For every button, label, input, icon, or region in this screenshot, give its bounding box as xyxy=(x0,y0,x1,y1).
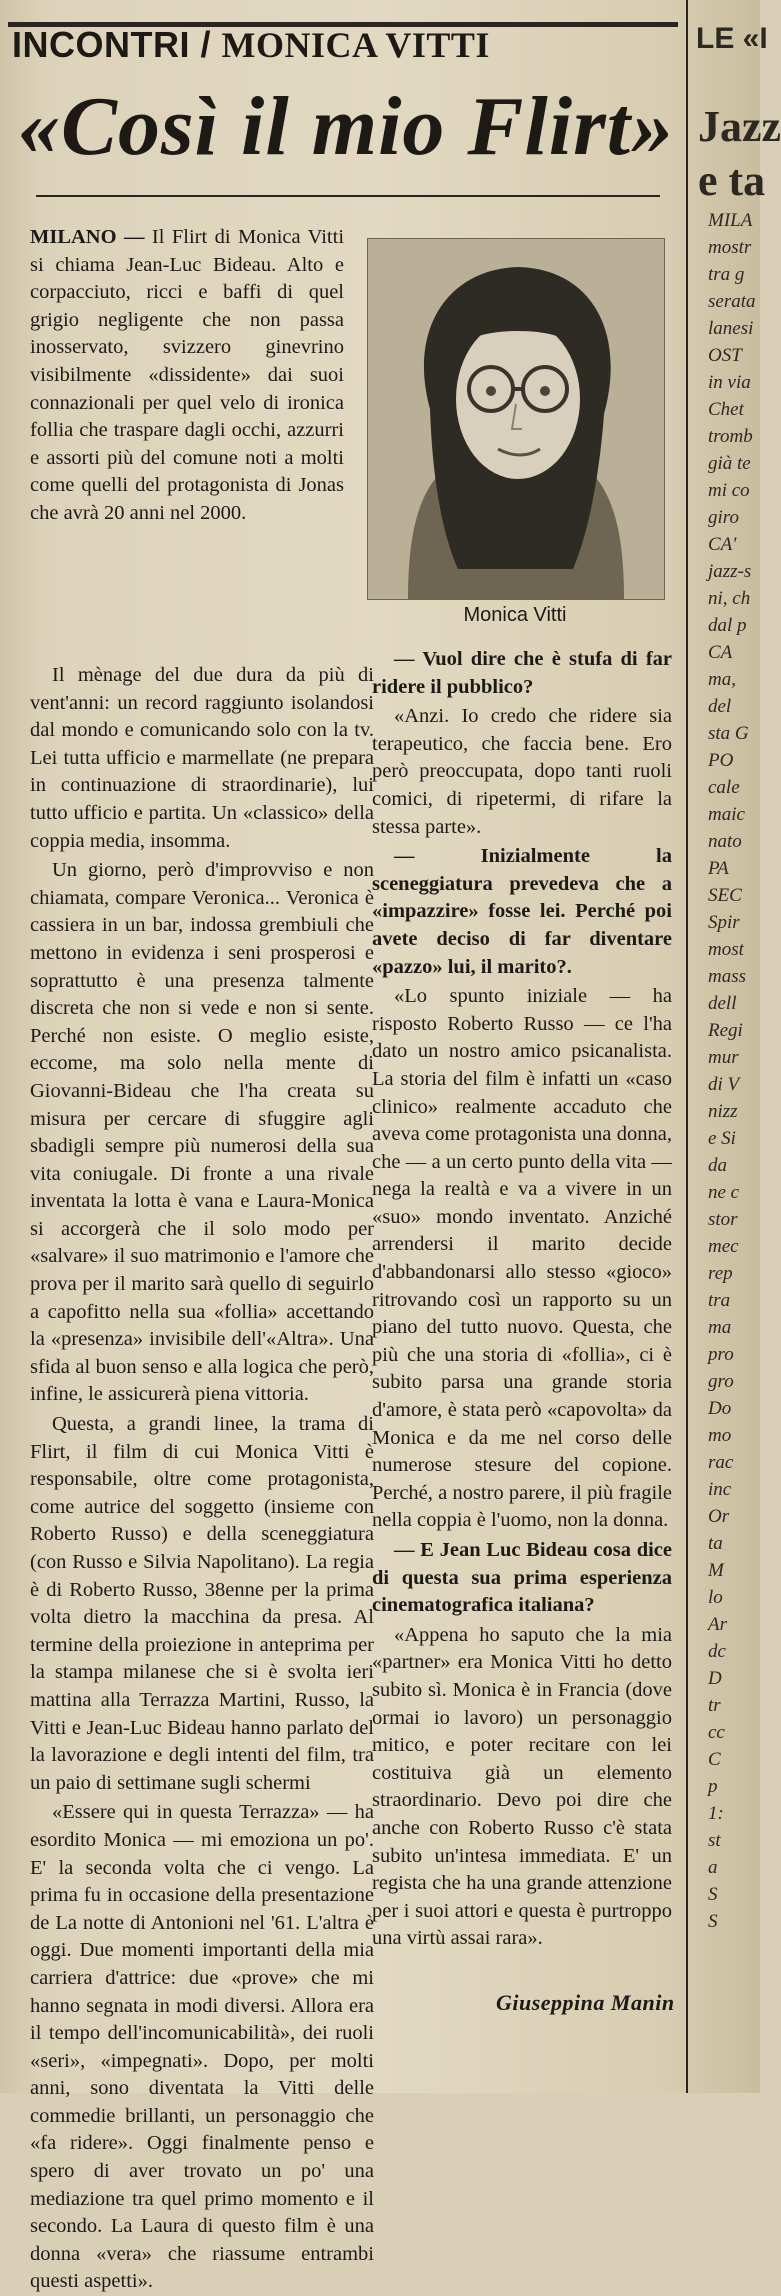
adjacent-text-line: Regi xyxy=(708,1020,743,1041)
adjacent-text-line: mass xyxy=(708,966,747,987)
adjacent-text-line: serata xyxy=(708,291,756,312)
adjacent-text-line: mostr xyxy=(708,237,752,258)
adjacent-text-line: maic xyxy=(708,804,745,825)
adjacent-text-line: da xyxy=(708,1155,727,1176)
adjacent-text-line: D xyxy=(708,1668,722,1689)
adjacent-text-line: PA xyxy=(708,858,729,879)
column-divider xyxy=(686,0,688,2093)
adjacent-text-line: most xyxy=(708,939,744,960)
portrait-photo xyxy=(367,238,665,600)
adjacent-text-line: M xyxy=(708,1560,724,1581)
adjacent-text-line: ta xyxy=(708,1533,723,1554)
adjacent-text-line: Spir xyxy=(708,912,740,933)
adjacent-text-line: Chet xyxy=(708,399,744,420)
lead-text: Il Flirt di Monica Vitti si chiama Jean-Luc Bideau. Alto e corpacciuto, ricci e baffi di quel grigio negligente che non passa inosservato, svizzero ginevrino visibilmente «dissidente» dai suoi connazionali per quel velo di ironica follia che traspare dagli occhi, azzurri e assorti più del comune noti a molti come quelli del protagonista di Jonas che avrà 20 anni nel 2000. xyxy=(30,226,345,524)
adjacent-text-line: C xyxy=(708,1749,721,1770)
portrait-image xyxy=(368,239,664,599)
adjacent-text-line: MILA xyxy=(708,210,753,231)
adjacent-text-line: ni, ch xyxy=(708,588,751,609)
adjacent-text-line: tra xyxy=(708,1290,731,1311)
adjacent-text-line: SEC xyxy=(708,885,742,906)
adjacent-text-line: pro xyxy=(708,1344,734,1365)
article-column-1 xyxy=(30,662,374,2296)
adjacent-headline-line: e ta xyxy=(698,156,766,205)
answer-1: «Anzi. Io credo che ridere sia terapeutico, che faccia bene. Ero però preoccupata, dopo tanti ruoli comici, di ripetermi, di rifare la stessa parte». xyxy=(372,705,672,838)
adjacent-text-line: Do xyxy=(708,1398,732,1419)
question-1: — Vuol dire che è stufa di far ridere il pubblico? xyxy=(372,648,672,698)
adjacent-text-line: di V xyxy=(708,1074,740,1095)
adjacent-text-line: jazz-s xyxy=(708,561,752,582)
paragraph-5: «Essere qui in questa Terrazza» — ha esordito Monica — mi emoziona un po'. E' la seconda volta che ci vengo. La prima fu in occasione della presentazione de La notte di Antonioni nel '61. L'altra è oggi. Due momenti importanti della mia carriera d'attrice: due «prove» che mi hanno segnata in modi diversi. Allora era il tempo dell'incomunicabilità», dei ruoli «seri», «impegnati». Dopo, per molti anni, sono diventata la Vitti delle commedie brillanti, un personaggio che «fa ridere». Oggi finalmente penso e spero di aver trovato un po' una mediazione tra quel primo momento e il secondo. La Laura di questo film è una donna «vera» che riassume entrambi questi aspetti». xyxy=(30,1801,374,2293)
adjacent-text-line: cale xyxy=(708,777,740,798)
article-column-1-top xyxy=(30,224,344,528)
adjacent-text-line: dc xyxy=(708,1641,726,1662)
adjacent-text-line: ma, xyxy=(708,669,736,690)
answer-3: «Appena ho saputo che la mia «partner» era Monica Vitti ho detto subito sì. Monica è in Francia (dove ormai io lavoro) un personaggio mitico, e poter recitare con lei costituiva già un elemento straordinario. Devo poi dire che anche con Roberto Russo c'è stata subito un'intesa immediata. E' un regista che ha una grande attenzione per i suoi attori e questa è purtroppo una virtù assai rara». xyxy=(372,1623,672,1950)
adjacent-text-line: gro xyxy=(708,1371,734,1392)
adjacent-text-line: dal p xyxy=(708,615,747,636)
adjacent-text-line: CA' xyxy=(708,534,737,555)
adjacent-text-line: sta G xyxy=(708,723,749,744)
byline: Giuseppina Manin xyxy=(496,1990,675,2015)
adjacent-article-fragment xyxy=(694,0,781,2093)
adjacent-text-line: tromb xyxy=(708,426,753,447)
adjacent-text-line: mur xyxy=(708,1047,739,1068)
adjacent-text-line: mo xyxy=(708,1425,732,1446)
adjacent-text-line: mi co xyxy=(708,480,750,501)
answer-2: «Lo spunto iniziale — ha risposto Roberto Russo — ce l'ha dato un nostro amico psicanalista. La storia del film è infatti un «caso clinico» realmente accaduto che aveva come protagonista una donna, che — a un certo punto della vita — nega la realtà e va a vivere in un «suo» mondo inventato. Anziché arrendersi il marito decide d'abbandonarsi allo stesso «gioco» ritrovando così un rapporto su un piano del tutto nuovo. Questa, che più che una storia di «follia», ci è subito parsa una grande storia d'amore, è stata però «capovolta» da Monica e da me nel corso delle numerose stesure del copione. Perché, a nostro parere, il più fragile nella coppia è l'uomo, non la donna. xyxy=(372,985,672,1532)
adjacent-text-line: stor xyxy=(708,1209,738,1230)
adjacent-text-line: PO xyxy=(708,750,734,771)
paragraph-3: Un giorno, però d'improvviso e non chiamata, compare Veronica... Veronica è cassiera in un bar, indossa grembiuli che mettono in evidenza i seni prosperosi e soprattutto è una presenza talmente discreta che non si vede e non si sente. Perché non esiste. O meglio esiste, eccome, ma solo nella mente di Giovanni-Bideau che l'ha creata su misura per cercare di sfuggire agli sbadigli sempre più numerosi della sua vita coniugale. Di fronte a una rivale inventata la lotta è vana e Laura-Monica si accorgerà che il solo modo per «salvare» il suo matrimonio e l'amore che prova per il marito sarà quello di seguirlo a capofitto nella sua «follia» accettando la «presenza» invisibile dell'«Altra». Una sfida al buon senso e alla logica che però, infine, le assicurerà piena vittoria. xyxy=(30,859,374,1406)
adjacent-text-line: Ar xyxy=(708,1614,727,1635)
adjacent-text-line: mec xyxy=(708,1236,739,1257)
section-kicker xyxy=(12,24,490,66)
adjacent-text-line: cc xyxy=(708,1722,725,1743)
question-3: — E Jean Luc Bideau cosa dice di questa sua prima esperienza cinematografica italiana? xyxy=(372,1539,672,1617)
adjacent-text-line: e Si xyxy=(708,1128,736,1149)
adjacent-text-line: CA xyxy=(708,642,733,663)
adjacent-text-line: tr xyxy=(708,1695,721,1716)
adjacent-text-line: nizz xyxy=(708,1101,738,1122)
article-column-2 xyxy=(372,646,672,1953)
adjacent-text-line: inc xyxy=(708,1479,732,1500)
adjacent-headline-line: Jazz xyxy=(698,102,781,151)
adjacent-text-line: tra g xyxy=(708,264,745,285)
adjacent-text-line: S xyxy=(708,1911,718,1932)
adjacent-text-line: Or xyxy=(708,1506,730,1527)
adjacent-text-line: già te xyxy=(708,453,751,474)
adjacent-text-line: lanesi xyxy=(708,318,754,339)
dateline: MILANO — xyxy=(30,226,145,248)
adjacent-kicker: LE «I xyxy=(696,22,768,55)
adjacent-text-line: dell xyxy=(708,993,737,1014)
adjacent-headline xyxy=(698,100,781,208)
adjacent-text-line: st xyxy=(708,1830,721,1851)
adjacent-text-line: in via xyxy=(708,372,751,393)
adjacent-text-line: rep xyxy=(708,1263,733,1284)
adjacent-text-line: lo xyxy=(708,1587,723,1608)
adjacent-text-line: 1: xyxy=(708,1803,724,1824)
paragraph-4: Questa, a grandi linee, la trama di Flirt, il film di cui Monica Vitti è responsabile, oltre come protagonista, come autrice del soggetto (insieme con Roberto Russo) e della sceneggiatura (con Russo e Silvia Napolitano). La regia è di Roberto Russo, 38enne per la prima volta dietro la macchina da presa. Al termine della proiezione in anteprima per la stampa milanese che si è svolta ieri mattina alla Terrazza Martini, Russo, la Vitti e Jean-Luc Bideau hanno parlato del la lavorazione e degli intenti del film, tra un paio di settimane sugli schermi xyxy=(30,1413,374,1794)
adjacent-text-line: a xyxy=(708,1857,718,1878)
kicker-category: INCONTRI / xyxy=(12,24,211,65)
adjacent-text-line: rac xyxy=(708,1452,734,1473)
adjacent-text-line: S xyxy=(708,1884,718,1905)
question-2: — Inizialmente la sceneggiatura prevedeva che a «impazzire» fosse lei. Perché poi avete deciso di far diventare «pazzo» lui, il marito?. xyxy=(372,845,672,978)
adjacent-text-line: OST xyxy=(708,345,742,366)
kicker-subject: MONICA VITTI xyxy=(221,25,490,65)
adjacent-text-line: del xyxy=(708,696,732,717)
adjacent-text-line: ma xyxy=(708,1317,732,1338)
adjacent-text-line: p xyxy=(708,1776,718,1797)
adjacent-text-line: giro xyxy=(708,507,739,528)
headline-rule xyxy=(36,195,660,197)
photo-caption: Monica Vitti xyxy=(463,604,567,626)
adjacent-text-line: ne c xyxy=(708,1182,740,1203)
lead-paragraph xyxy=(30,224,344,528)
headline: «Così il mio Flirt» xyxy=(18,80,675,173)
paragraph-2: Il mènage del due dura da più di vent'anni: un record raggiunto isolandosi dal mondo e comunicando solo con la tv. Lei tutta ufficio e marmellate (ne prepara in continuazione di straordinarie), lui tutto ufficio e partita. Un «classico» della coppia media, insomma. xyxy=(30,664,374,852)
adjacent-text-line: nato xyxy=(708,831,742,852)
